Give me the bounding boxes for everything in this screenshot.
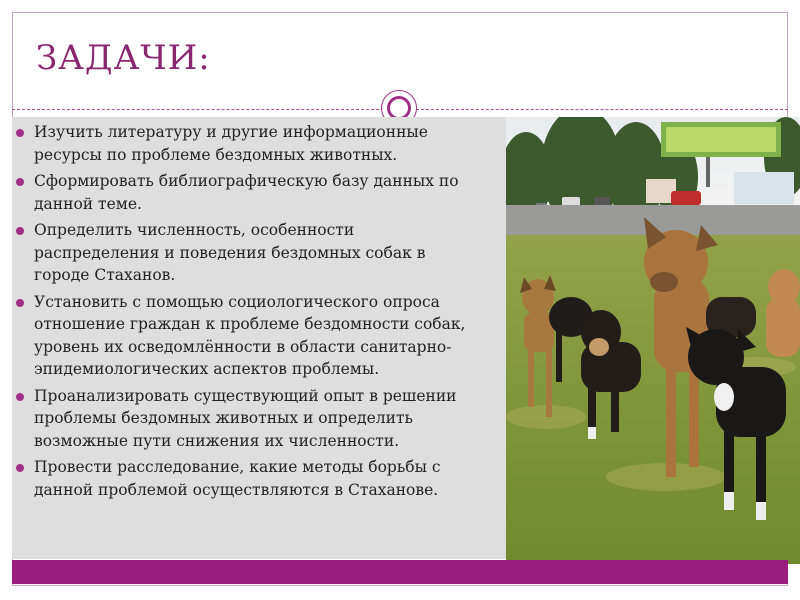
task-list [12, 121, 506, 505]
slide-title: ЗАДАЧИ: [36, 38, 211, 78]
task-text: Установить с помощью социологического опроса отношение граждан к проблеме бездомности собак, уровень их осведомлённости в области санитарно- эпидемиологических аспектов проблемы. [34, 292, 466, 378]
task-item [12, 170, 506, 215]
bullet-icon [16, 129, 24, 137]
bullet-icon [16, 178, 24, 186]
bullet-icon [16, 299, 24, 307]
task-item [12, 121, 506, 166]
bullet-icon [16, 393, 24, 401]
task-item [12, 456, 506, 501]
task-text: Изучить литературу и другие информационные ресурсы по проблеме бездомных животных. [34, 123, 428, 164]
dog-tan-right [766, 269, 800, 357]
task-text: Проанализировать существующий опыт в решении проблемы бездомных животных и определить возможные пути снижения их численности. [34, 386, 457, 450]
task-text: Провести расследование, какие методы борьбы с данной проблемой осуществляются в Стаханове. [34, 458, 441, 499]
task-item [12, 219, 506, 287]
task-text: Сформировать библиографическую базу данных по данной теме. [34, 172, 459, 213]
task-item [12, 291, 506, 381]
stray-dogs-photo [506, 117, 800, 564]
bottom-accent-bar [12, 560, 788, 584]
task-item [12, 385, 506, 453]
task-text: Определить численность, особенности распределения и поведения бездомных собак в городе Стаханов. [34, 221, 426, 284]
bullet-icon [16, 464, 24, 472]
tasks-panel [12, 117, 506, 559]
bullet-icon [16, 227, 24, 235]
